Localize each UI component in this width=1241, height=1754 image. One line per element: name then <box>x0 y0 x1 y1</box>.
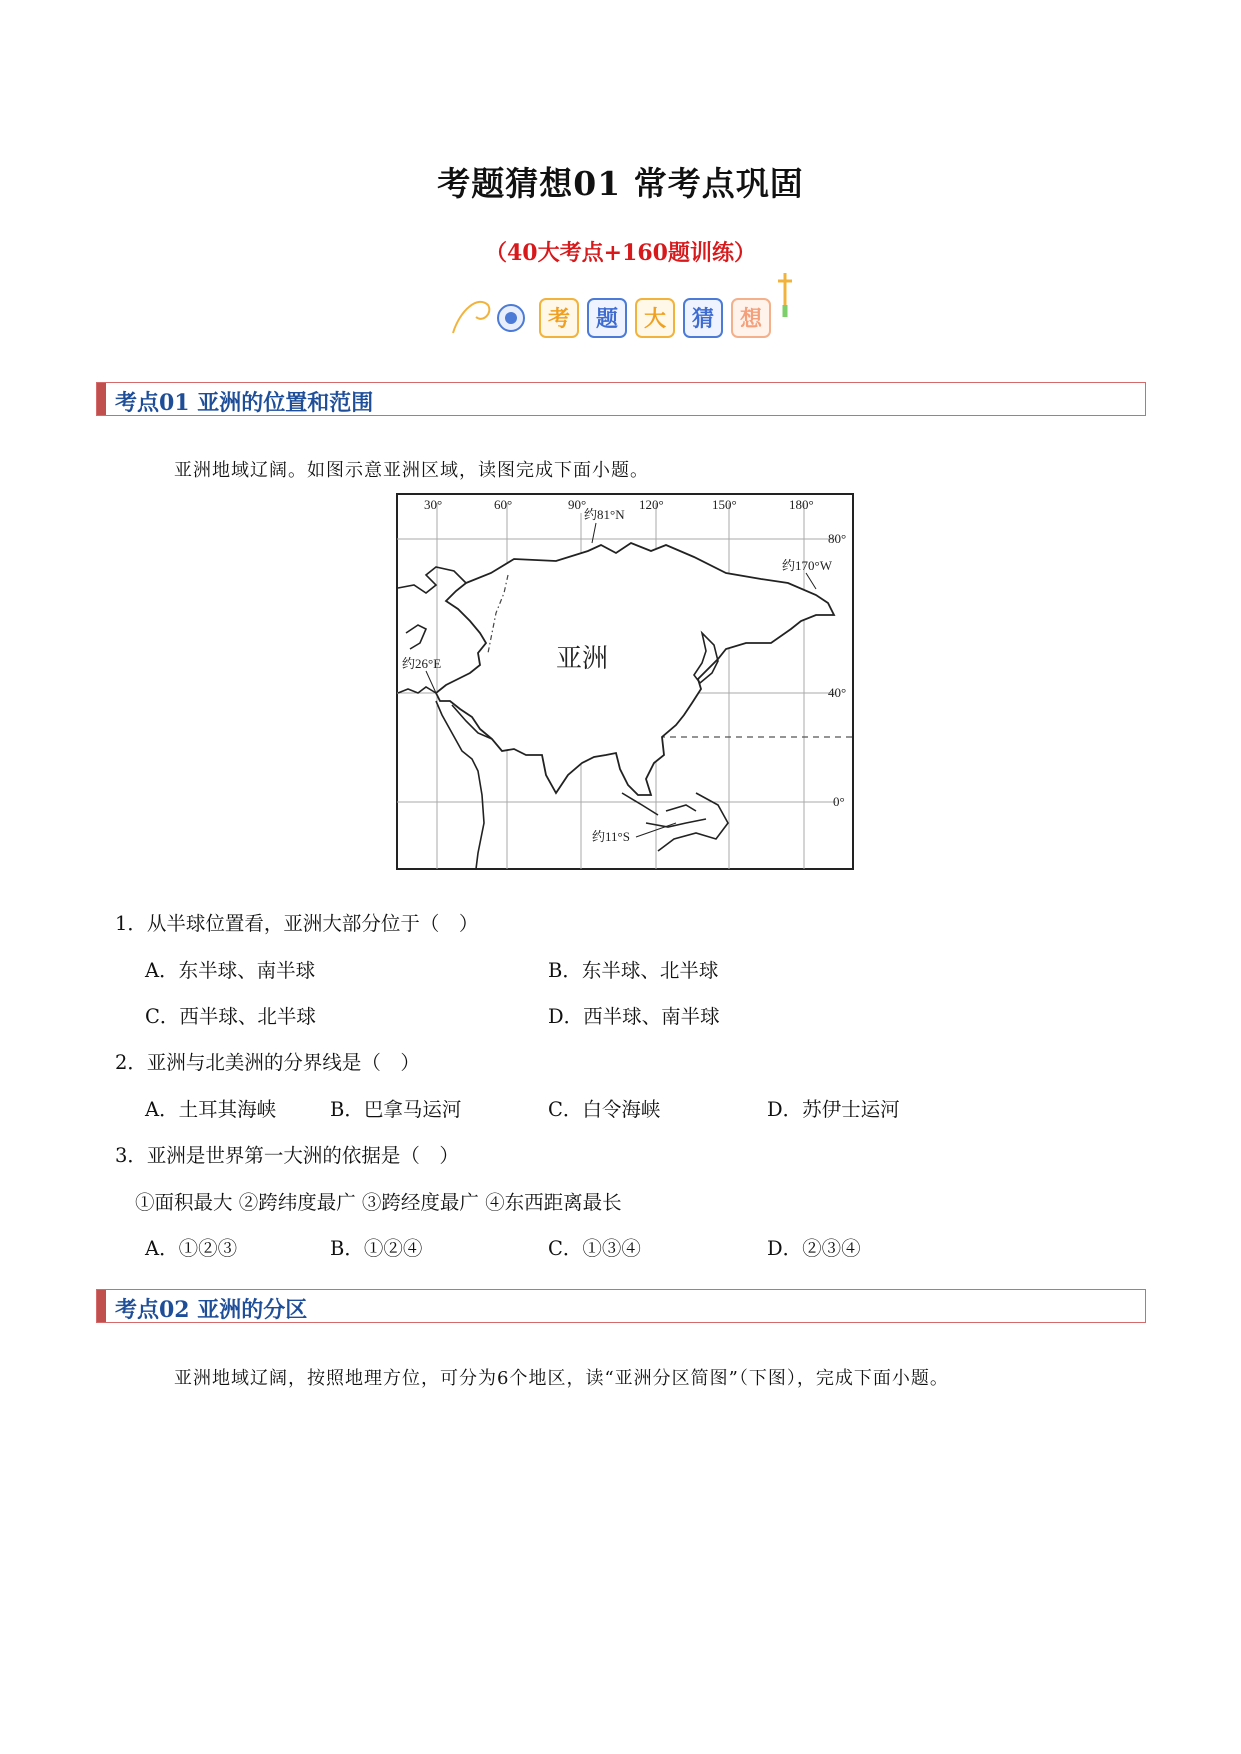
q3-statement: ①面积最大 ②跨纬度最广 ③跨经度最广 ④东西距离最长 <box>135 1191 622 1214</box>
section-bar <box>97 383 106 415</box>
banner-char-1: 考 <box>547 306 571 332</box>
q1-option-a[interactable]: A．东半球、南半球 <box>145 959 316 982</box>
banner-swirl <box>453 302 489 333</box>
q2-option-b[interactable]: B．巴拿马运河 <box>330 1098 462 1121</box>
q3-option-d[interactable]: D．②③④ <box>767 1237 861 1260</box>
lon-label-60: 60° <box>494 497 513 512</box>
banner-pencil-icon <box>778 273 792 305</box>
note-south: 约11°S <box>592 829 630 844</box>
q1-option-d[interactable]: D．西半球、南半球 <box>548 1005 720 1028</box>
continent-label: 亚洲 <box>556 644 609 674</box>
q3-option-a[interactable]: A．①②③ <box>145 1237 238 1260</box>
page-title: 考题猜想01 常考点巩固 <box>437 164 804 203</box>
q1-option-b[interactable]: B．东半球、北半球 <box>548 959 719 982</box>
q3-option-c[interactable]: C．①③④ <box>548 1237 641 1260</box>
banner-char-3: 大 <box>643 306 667 332</box>
lon-label-120: 120° <box>639 497 664 512</box>
section-bar <box>97 1290 106 1322</box>
q2-option-c[interactable]: C．白令海峡 <box>548 1098 661 1121</box>
lon-label-90: 90° <box>568 497 587 512</box>
lat-label-40: 40° <box>828 685 847 700</box>
question-1: 1．从半球位置看，亚洲大部分位于（ ） <box>115 912 479 935</box>
section-title: 考点01 亚洲的位置和范围 <box>115 390 374 416</box>
question-2: 2．亚洲与北美洲的分界线是（ ） <box>115 1051 420 1074</box>
asia-map <box>396 493 854 870</box>
lat-label-0: 0° <box>833 794 845 809</box>
question-3: 3．亚洲是世界第一大洲的依据是（ ） <box>115 1144 459 1167</box>
section-title: 考点02 亚洲的分区 <box>115 1297 308 1323</box>
note-east: 约170°W <box>782 558 832 573</box>
section-header-1 <box>96 382 1146 416</box>
q3-option-b[interactable]: B．①②④ <box>330 1237 423 1260</box>
section1-intro: 亚洲地域辽阔。如图示意亚洲区域，读图完成下面小题。 <box>174 460 649 481</box>
q2-option-a[interactable]: A．土耳其海峡 <box>145 1098 277 1121</box>
note-west: 约26°E <box>402 656 442 671</box>
section2-intro: 亚洲地域辽阔，按照地理方位，可分为6个地区，读“亚洲分区简图”（下图），完成下面小题。 <box>174 1368 949 1389</box>
title-banner <box>448 265 798 345</box>
banner-char-2: 题 <box>595 306 619 332</box>
q2-option-d[interactable]: D．苏伊士运河 <box>767 1098 900 1121</box>
lon-label-30: 30° <box>424 497 443 512</box>
section-header-2 <box>96 1289 1146 1323</box>
lat-label-80: 80° <box>828 531 847 546</box>
lon-label-150: 150° <box>712 497 737 512</box>
banner-char-4: 猜 <box>691 306 715 332</box>
banner-char-5: 想 <box>739 306 763 332</box>
lon-label-180: 180° <box>789 497 814 512</box>
page-subtitle: （40大考点+160题训练） <box>485 240 756 266</box>
q1-option-c[interactable]: C．西半球、北半球 <box>145 1005 316 1028</box>
note-north: 约81°N <box>584 507 625 522</box>
